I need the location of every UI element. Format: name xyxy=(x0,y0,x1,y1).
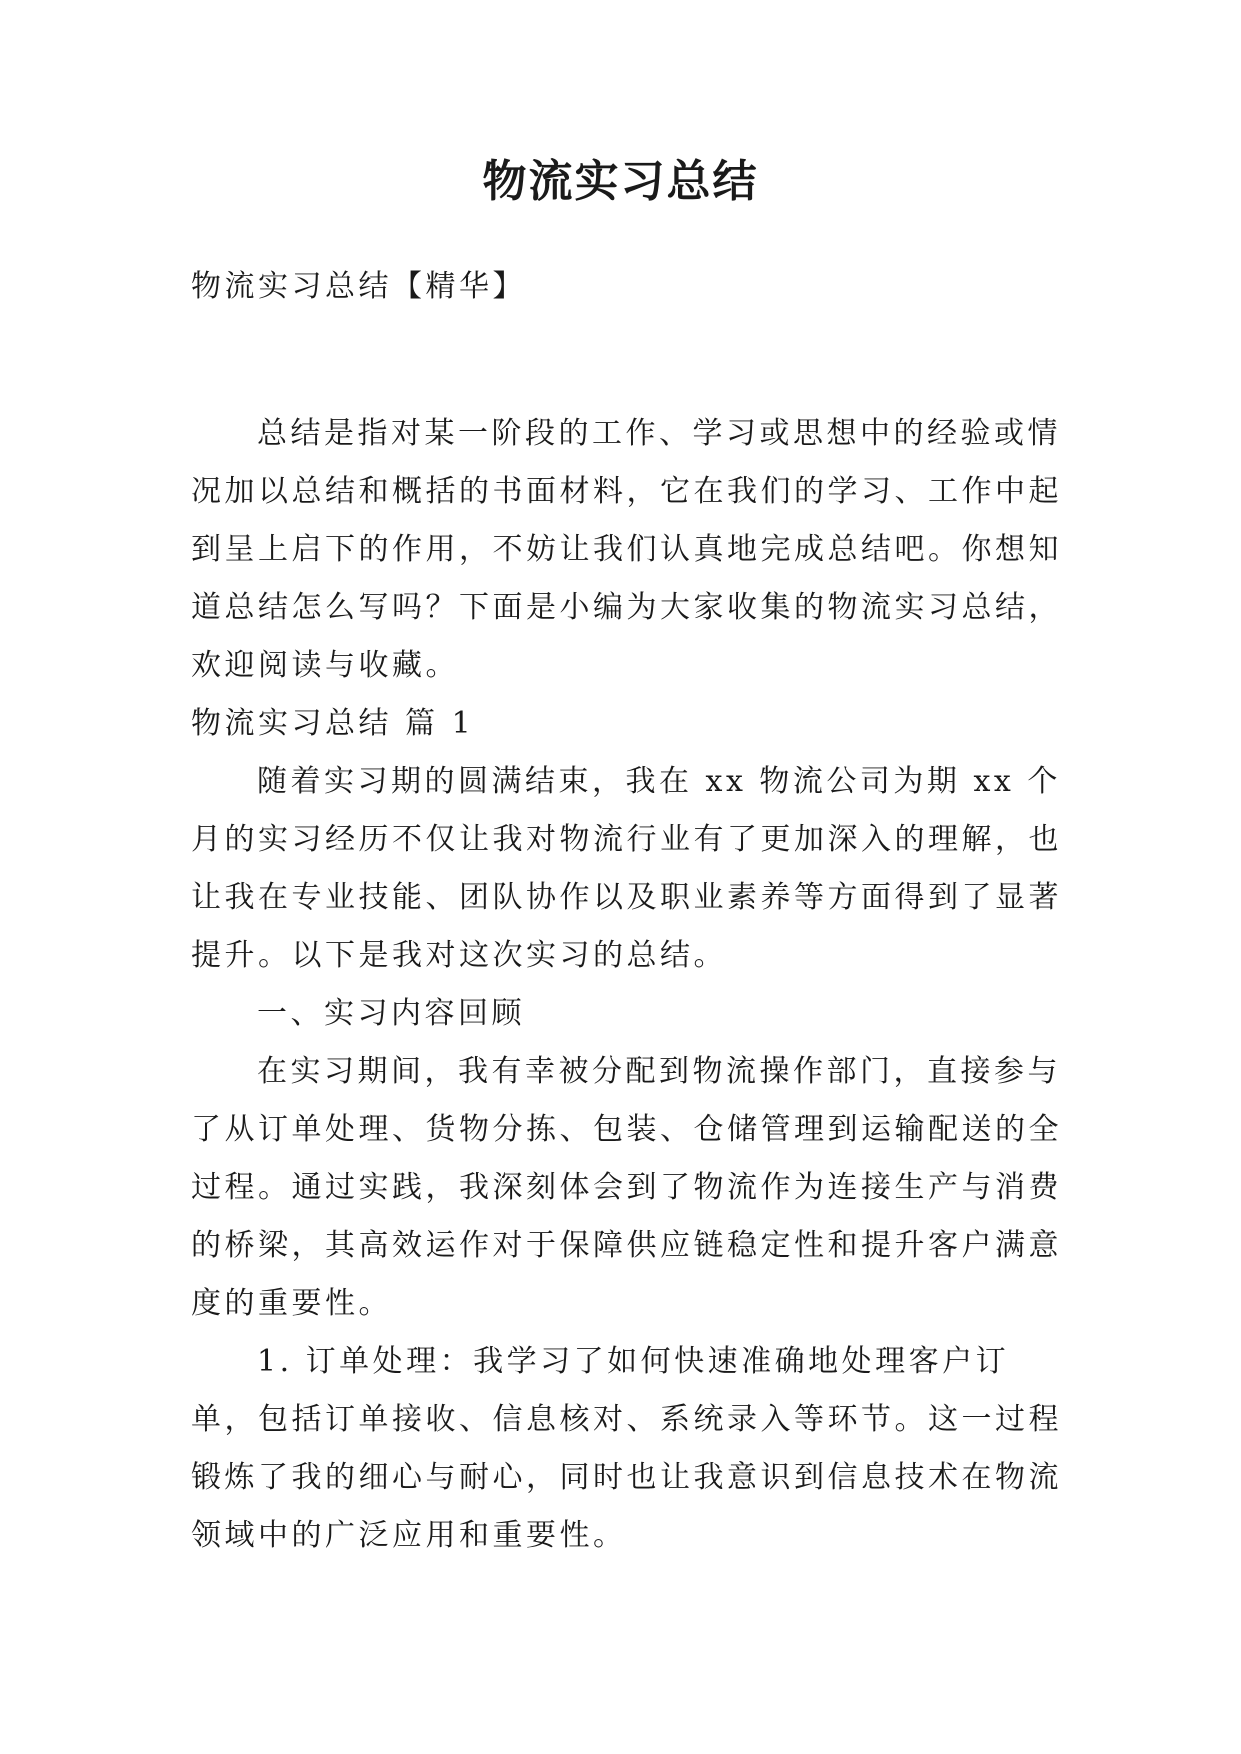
body-paragraph: 1. 订单处理：我学习了如何快速准确地处理客户订单，包括订单接收、信息核对、系统录入等环节。这一过程锻炼了我的细心与耐心，同时也让我意识到信息技术在物流领域中的广泛应用和重要性。 xyxy=(191,1344,1062,1553)
body-paragraph: 随着实习期的圆满结束，我在 xx 物流公司为期 xx 个月的实习经历不仅让我对物流行业有了更加深入的理解，也让我在专业技能、团队协作以及职业素养等方面得到了显著提升。以下是我对这次实习的总结。 xyxy=(191,764,1062,973)
body-paragraph: 在实习期间，我有幸被分配到物流操作部门，直接参与了从订单处理、货物分拣、包装、仓储管理到运输配送的全过程。通过实践，我深刻体会到了物流作为连接生产与消费的桥梁，其高效运作对于保障供应链稳定性和提升客户满意度的重要性。 xyxy=(191,1054,1062,1321)
section-heading: 物流实习总结 篇 1 xyxy=(191,706,475,741)
document-body xyxy=(191,405,1071,1565)
subsection-heading: 一、实习内容回顾 xyxy=(257,996,525,1031)
intro-paragraph: 总结是指对某一阶段的工作、学习或思想中的经验或情况加以总结和概括的书面材料，它在我们的学习、工作中起到呈上启下的作用，不妨让我们认真地完成总结吧。你想知道总结怎么写吗？下面是小编为大家收集的物流实习总结，欢迎阅读与收藏。 xyxy=(191,416,1062,683)
document-subtitle: 物流实习总结【精华】 xyxy=(191,269,526,304)
document-title: 物流实习总结 xyxy=(482,156,759,207)
